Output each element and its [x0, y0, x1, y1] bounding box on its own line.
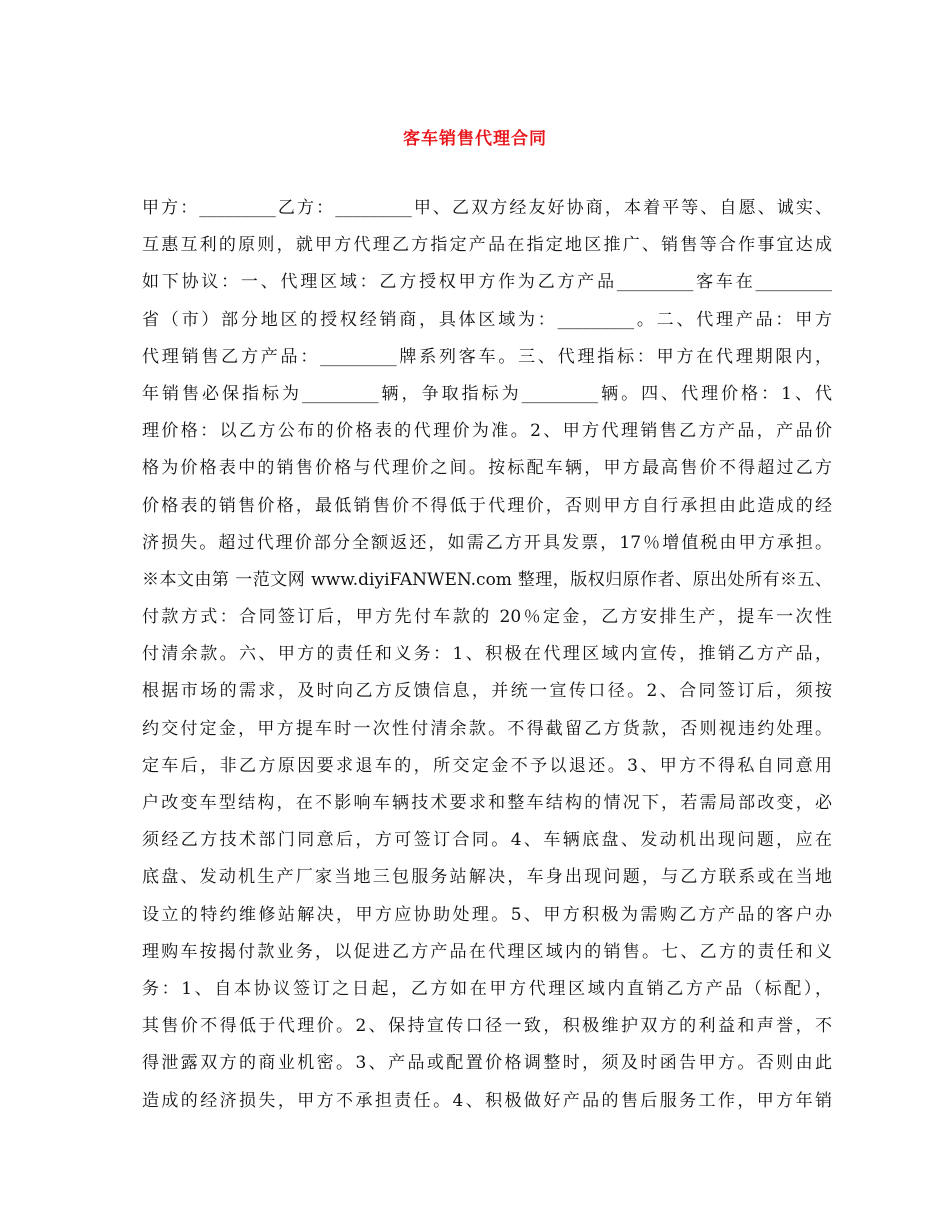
contract-line: 如下协议：一、代理区域：乙方授权甲方作为乙方产品_________客车在_________ — [142, 272, 832, 293]
contract-line: 年销售必保指标为_________辆，争取指标为_________辆。四、代理价格：1、代 — [142, 383, 832, 404]
contract-line: 济损失。超过代理价部分全额返还，如需乙方开具发票，17％增值税由甲方承担。 — [142, 532, 832, 553]
contract-line: 根据市场的需求，及时向乙方反馈信息，并统一宣传口径。2、合同签订后，须按 — [142, 681, 832, 702]
contract-line: 底盘、发动机生产厂家当地三包服务站解决，车身出现问题，与乙方联系或在当地 — [142, 867, 832, 888]
contract-line: 户改变车型结构，在不影响车辆技术要求和整车结构的情况下，若需局部改变，必 — [142, 793, 832, 813]
contract-line: 互惠互利的原则，就甲方代理乙方指定产品在指定地区推广、销售等合作事宜达成 — [142, 235, 832, 256]
contract-body — [142, 190, 832, 1120]
contract-line: 务：1、自本协议签订之日起，乙方如在甲方代理区域内直销乙方产品（标配）， — [142, 978, 832, 999]
contract-line: 格为价格表中的销售价格与代理价之间。按标配车辆，甲方最高售价不得超过乙方 — [142, 458, 832, 479]
document-title: 客车销售代理合同 — [403, 129, 547, 149]
contract-line: 付清余款。六、甲方的责任和义务：1、积极在代理区域内宣传，推销乙方产品， — [142, 644, 832, 665]
contract-line: 付款方式：合同签订后，甲方先付车款的 20％定金，乙方安排生产，提车一次性 — [142, 607, 832, 628]
contract-line: 理购车按揭付款业务，以促进乙方产品在代理区域内的销售。七、乙方的责任和义 — [142, 941, 832, 962]
contract-line: 代理销售乙方产品：_________牌系列客车。三、代理指标：甲方在代理期限内， — [142, 346, 832, 367]
contract-line: 约交付定金，甲方提车时一次性付清余款。不得截留乙方货款，否则视违约处理。 — [142, 718, 832, 739]
contract-line: 得泄露双方的商业机密。3、产品或配置价格调整时，须及时函告甲方。否则由此 — [142, 1053, 832, 1074]
contract-line: 甲方：_________乙方：_________甲、乙双方经友好协商，本着平等、自愿、诚实、 — [142, 198, 832, 218]
contract-line: ※本文由第 一范文网 www.diyiFANWEN.com 整理，版权归原作者、原出处所有※五、 — [142, 569, 832, 590]
contract-line: 其售价不得低于代理价。2、保持宣传口径一致，积极维护双方的利益和声誉，不 — [142, 1016, 832, 1037]
contract-line: 须经乙方技术部门同意后，方可签订合同。4、车辆底盘、发动机出现问题，应在 — [142, 830, 832, 851]
contract-line: 价格表的销售价格，最低销售价不得低于代理价，否则甲方自行承担由此造成的经 — [142, 495, 832, 516]
contract-line: 省（市）部分地区的授权经销商，具体区域为：_________。二、代理产品：甲方 — [142, 309, 832, 330]
contract-line: 理价格：以乙方公布的价格表的代理价为准。2、甲方代理销售乙方产品，产品价 — [142, 421, 832, 442]
contract-line: 定车后，非乙方原因要求退车的，所交定金不予以退还。3、甲方不得私自同意用 — [142, 755, 832, 776]
contract-line: 造成的经济损失，甲方不承担责任。4、积极做好产品的售后服务工作，甲方年销 — [142, 1090, 832, 1111]
contract-line: 设立的特约维修站解决，甲方应协助处理。5、甲方积极为需购乙方产品的客户办 — [142, 904, 832, 925]
